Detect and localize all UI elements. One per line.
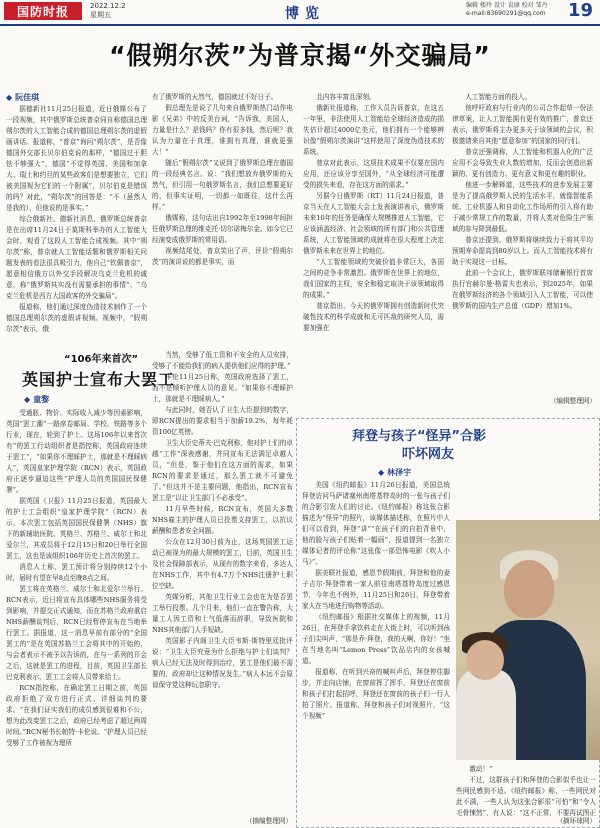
article2-column-1 xyxy=(6,408,147,828)
article2-credit: （摘编整理网） xyxy=(245,817,292,825)
paragraph: 且内容丰富且深刻。 xyxy=(316,93,376,101)
biden-children-photo xyxy=(456,520,600,760)
paragraph: 此前一个会议上，俄罗斯联邦储蓄银行首席执行官赫尔曼·格雷夫也表示，到2025年，如果在俄罗斯经济的各个领域引入人工智能，可以使俄罗斯的国内生产总值（GDP）增加1%。 xyxy=(452,269,593,310)
paragraph: 普京还强调称，人工智能和机器人化的广泛应用不会导致失业人数的增加，反而会创造出新颖的、更有创造力、更有意义和更有趣的职业。 xyxy=(452,148,593,178)
photo-figure-head xyxy=(504,560,554,618)
article1-credit: （编辑整理网） xyxy=(549,397,596,405)
paragraph: 卡伦11月25日称，英国政府选择了罢工，而不是倾听护理人员的意见。“如果你不理睬护士，那就是不理睬病人。” xyxy=(152,373,293,403)
paragraph: 人工智能方面的投入。 xyxy=(465,93,532,101)
paragraph: 公众在12月30日前为止，这场英国罢工运动已被视为的最大规模的罢工，目前，英国卫生及社会保障部表示，从现有的数字来看，多达人在NHS工作，其中有4.7万个NHS注册护士职位空缺。 xyxy=(152,538,293,590)
paragraph: 11月早些时候，RCN宣布，英国大多数NHS雇主的护理人员已投票支持罢工，以抗议薪酬和患者安全问题。 xyxy=(152,505,293,535)
byline-text: 童黎 xyxy=(33,395,50,404)
article2-headline: 英国护士宣布大罢工 xyxy=(22,370,176,389)
paragraph: 假总理先是说了几句来自俄罗斯热门动作电影《兄弟》中的反美台词，“告诉我，美国人，力量是什么？是钱吗？你有很多钱，然后呢？我认为力量在于真理，谁拥有真理，谁就更强大！” xyxy=(152,104,293,156)
paragraph: 英媒分析，其他卫生行业工会也在为是否罢工举行投票。几个月来，他们一直在警告称，大量工人因工资和士气低落而辞职，导致医院和NHS其他部门人手短缺。 xyxy=(152,593,293,634)
issue-date xyxy=(90,2,126,20)
paragraph: 报道称，在听到兴奋的喊叫声后，拜登停住脚步，并走向店铺，在窗前挥了挥手，拜登还在窗前和孩子们打起招呼，拜登还在窗前的孩子们一行人拍了照片。报道称，拜登和孩子们对视照片，“这个视频” xyxy=(302,668,450,720)
article3-headline-line2: 吓坏网友 xyxy=(402,447,455,462)
article2-kicker: “106年来首次” xyxy=(64,354,139,365)
paragraph: 综合俄新社、德新社消息，俄罗斯总统普京是在出席11月24日于莫斯科举办的人工智能大会时，观看了这段人工智能合成视频。其中“朔尔茨”称，普京就人工智能话题和俄罗斯相关问题发表的看法很具吸引力，他自己“钦佩普京”，愿意相信俄方以外交手段解决乌克兰危机的诚意，称“俄罗斯其实没有需要承担的事情”，“乌克兰危机是西方大国政客的外交骗局”。 xyxy=(6,215,147,300)
paragraph: 报道称，他们通过深度伪造技术制作了一个德国总理朔尔茨的虚假讲视频。视频中，“假朔尔茨”表示，俄 xyxy=(6,303,147,333)
paragraph: 普京对此表示，这项技术成果不仅要在国内应用，还应该分享至国外，“从全球经济可能遭受的损失来看，存在这方面的需求。” xyxy=(303,159,444,189)
byline-marker-icon: ◆ xyxy=(24,395,31,404)
newspaper-logo: 国防时报 xyxy=(4,2,82,20)
paragraph: 消息人士称，罢工预计将分别持续12个小时，届时有望在早8点至晚8点之间。 xyxy=(6,563,147,582)
article2-column-2 xyxy=(152,350,293,816)
section-title: 博览 xyxy=(285,6,325,22)
paragraph: 不过，这群孩子们和拜登的合影似乎也让一些网民感到不适。《纽约邮报》称，一些网民对此不满，一些人认为这张合影很“可怕”和“令人毛骨悚然”，有人说：“这不正常，不要再试图正 xyxy=(456,776,596,816)
article3-column-1 xyxy=(302,480,450,828)
editors-text: 编辑 楼玲 设计 袁康 校对 邹丹 xyxy=(466,2,548,9)
paragraph: 俄新社报道称，工作人员告诉普京，在这五一年里，非法使用人工智能给全球经济造成的损失估计超过4000亿美元，他们拥有一个能够辨识像“假朔尔茨演讲”这样使用了深度伪造技术的系统。 xyxy=(303,104,444,156)
paragraph: 《纽约邮报》根据社交媒体上的视频，11月26日，在拜登手拿饮料走在大街上时，可以听到孩子们尖叫声，“那是乔·拜登，我的天啊，你好！”坐在当地名叫“Lemon Press”饮品店内的女孩喊道。 xyxy=(302,613,450,665)
paragraph: 英国影子内阁卫生大臣韦斯·斯特里廷批评说：“卫生大臣究竟为什么拒绝与护士们谈判？病人已经无法及时得到治疗，罢工是他们最不需要的，政府却让这种情况发生。”病人本远不会原谅保守党这种玩忽职守。 xyxy=(152,637,293,689)
paragraph: 罢工将在英格兰、威尔士和北爱尔兰举行。RCN表示，近日将宣布具体哪些NHS服务将受到影响，并提交正式通知，而在苏格兰政府重启NHS薪酬谈判后，RCN已经暂停宣布在当地举行罢工。据报道，这一消息早前有部分的“全国罢工的”是在英国苏格兰工会将其中的开始的，与会者表示不被予以告诉的，在与一系列的开会之后，这就是罢工的进程，目前，英国卫生部长巴克利表示，罢工工会将人员带来给士。 xyxy=(6,585,147,681)
paragraph: 受通胀、物价、实际收入减少等因素影响，英国“罢工潮”一路席卷邮局、学校、铁路等多个行业，现在，轮到了护士。这场106年以来首次有“的罢工行动组织者是指控称，英国政府连续于罢工”，“如果你不理睬护士，那就是不理睬病人”，英国皇家护理学院（RCN）表示，英国政府正逐步逼迫这些“护理人员的英国国民保健署”。 xyxy=(6,409,147,494)
date-text: 2022.12.2 xyxy=(90,2,126,10)
paragraph: 当然，受够了低工资和不安全的人员安排，受够了不能给我们的病人提供他们应得的护理。” xyxy=(152,351,293,370)
byline-text: 林泽宇 xyxy=(387,468,412,477)
paragraph: 视频结尾处，普京笑出了声，评价“假朔尔茨”的演讲说的都是事实，而 xyxy=(152,247,293,266)
byline-marker-icon: ◆ xyxy=(6,93,13,102)
email-text: e-mail:83690291@qq.com xyxy=(466,10,546,17)
article1-column-2 xyxy=(152,92,293,340)
masthead xyxy=(0,0,600,24)
paragraph: 卫生大臣史蒂夫·巴克利称，他对护士们的卓越“工作”深表感谢，并同宣布无法满足卓越人员，“但是，鉴于他们在这方面的需求，如果RCN的要求是通过，那么罢工就不可避免了。”但这并不是主要问题，他指出，RCN宣布罢工是“以让卫生部门不必承受”。 xyxy=(152,439,293,502)
byline-text: 阮佳琪 xyxy=(15,93,40,102)
article1-column-1 xyxy=(6,104,147,340)
paragraph: 随后“假朔尔茨”又说到了俄罗斯总理在德国的一段经典名言。说：“我们想放弃俄罗斯的天然气，但引用一句俄罗斯名言，我们总想要更好的，但事实证明，一切都一如既往，这什么再样。” xyxy=(152,159,293,211)
editor-info xyxy=(466,2,548,18)
article1-headline: “假朔尔茨”为普京揭“外交骗局” xyxy=(109,41,491,70)
weekday-text: 星期五 xyxy=(90,11,111,19)
paragraph: “人工智能领域的突破价值非常巨大，各国之间的竞争非常激烈。俄罗斯在世界上的地位，我们国家的主权，安全和稳定取决于该领域取得的成果。” xyxy=(303,258,444,299)
paragraph: 据英国《卫报》11月25日报道，英国最大的护士工会组织“皇家护理学院”（RCN）表示，本次罢工包括英国国民保健署（NHS）旗下的新辅助医院、英格兰、苏格兰、威尔士和北爱尔兰，其成员将于12月15日和20日举行全国罢工，这也是该组织106年历史上首次的罢工。 xyxy=(6,497,147,560)
paragraph: 普京还提到，俄罗斯将继续致力于将其平均预期寿命提高到80岁以上。而人工智能技术将有助于实现这一目标。 xyxy=(452,236,593,266)
paragraph: RCN指控称，在确定罢工日期之前，英国政府拒绝了双方进行正式、详细谈判的要求。“在我们证实我们的成员感到很难和不公，想为此改变罢工之后，政府已经考虑了超过两周时间。”RCN秘书长帕特·卡伦说。“护理人员已经受够了工作被视为理所 xyxy=(6,684,147,747)
byline-marker-icon: ◆ xyxy=(378,468,385,477)
article3-column-2 xyxy=(456,764,596,816)
article3-credit: （摘环球网） xyxy=(556,817,596,825)
paragraph: 与此同时，她否认了卫生大臣提到的数字，即RCN提出的要求相当于加薪19.2%，每年耗资100亿英镑。 xyxy=(152,406,293,436)
article1-byline xyxy=(6,92,39,103)
paragraph: 俄媒称，这句话出自1992年至1998年间担任俄罗斯总理的维克托·切尔诺梅尔金。如今它已经演变成俄罗斯的常用语。 xyxy=(152,214,293,244)
paragraph: 有了俄罗斯的天然气，德国就过不好日子。 xyxy=(152,93,278,101)
paragraph: 普京指出，今天的俄罗斯拥有创造新时代突破性技术的科学成就和无可匹敌的研究人员，需要加强在 xyxy=(303,302,444,332)
paragraph: 另据今日俄罗斯（RT）11月24日报道，普京当天在人工智能大会上发表演讲表示，俄罗斯未来10年的任务是确保大规模推进人工智能，它应该涵盖经济、社会领域的所有部门和公共管理系统，人工智能领域的成就将在很大程度上决定俄罗斯未来在世界上的地位。 xyxy=(303,192,444,255)
article3-byline xyxy=(378,467,411,478)
masthead-rule xyxy=(0,24,600,26)
paragraph: 据德新社11月25日报道，近日俄媒公布了一段视频，其中俄罗斯总统普京同自称德国总理朔尔茨的人工智能合成的德国总理朔尔茨的虚假画讲话。报道称，“普京”询问“朔尔茨”，是否像德国外交部长贝尔伯克说的那样，“德国过于胆怯不够强大”，德国“不觉得英国、美国和加拿大、瑞士和约旦的某些政客们是想要独立，它们被美国视为它们的一个附属”，贝尔伯克是错误的吗？对此，“朔尔茨”的回答是：“不（虽然人是我的），但他说的是事实。” xyxy=(6,105,147,212)
paragraph: 美国《纽约邮报》11月26日报道，美国总统拜登访问马萨诸塞州南塔基特岛时的一张与孩子们的合影引发人们的讨论。《纽约邮报》称这张合影描述为“怪异”的照片，该媒体描述称，在照片中人们可以看到，拜登“讲”“在孩子们的自拍背景中，他的脸与孩子们贴着一幅画”，报道提到一名独立媒体记者的评论称“这张像一部恐怖电影《吹人小马》”。 xyxy=(302,481,450,566)
paragraph: 他进一步解释道，这些技术的进步发展主要是为了提高俄罗斯人民的生活水平，就像智能系统、工业机器人和自动化工作场所的引入将有助于减少常规工作的数量，并将人类对危险生产领域的参与降到最低。 xyxy=(452,181,593,233)
photo-child-body xyxy=(456,670,516,760)
photo-child-head xyxy=(466,640,504,680)
paragraph: 他呼吁政府与行业内的公司合作起草一份法律草案，让人工智能拥有更有效的推广，普京还表示，俄罗斯将主办更多关于该领域的会议，积极邀请来自其他“愿意参加”的国家的同行们。 xyxy=(452,104,593,145)
article1-column-3 xyxy=(303,92,444,416)
page-number: 19 xyxy=(568,0,594,21)
paragraph: 据美联社报道，感恩节假期前，拜登和他的妻子吉尔·拜登带着一家人前往南塔基特岛度过感恩节，今年也不例外，11月25日和26日，拜登带着家人在当地进行购物等活动。 xyxy=(302,569,450,610)
article1-column-4 xyxy=(452,92,593,394)
paragraph: 激动！” xyxy=(469,765,493,773)
article2-byline xyxy=(24,394,49,405)
article3-headline-line1: 拜登与孩子“怪异”合影 xyxy=(352,429,487,444)
